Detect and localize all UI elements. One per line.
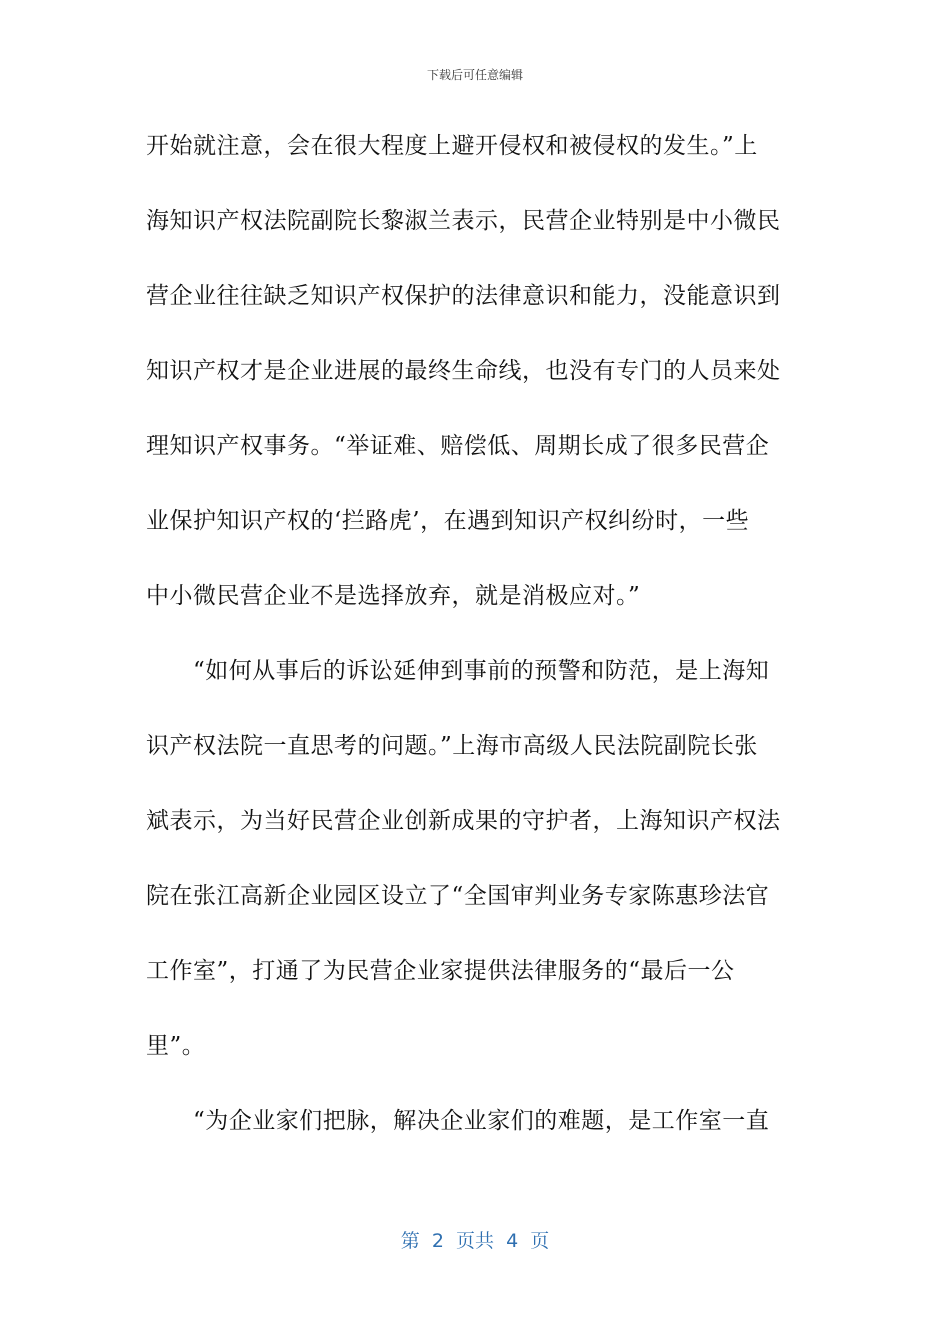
text-line: “为企业家们把脉，解决企业家们的难题，是工作室一直 (146, 1108, 770, 1134)
text-line: 营企业往往缺乏知识产权保护的法律意识和能力，没能意识到 (146, 283, 781, 309)
text-line: “如何从事后的诉讼延伸到事前的预警和防范，是上海知 (146, 658, 770, 684)
text-line: 理知识产权事务。“举证难、赔偿低、周期长成了很多民营企 (146, 433, 770, 459)
text-line: 业保护知识产权的‘拦路虎’，在遇到知识产权纠纷时，一些 (146, 508, 750, 534)
text-line: 识产权法院一直思考的问题。”上海市高级人民法院副院长张 (146, 733, 758, 759)
text-line: 中小微民营企业不是选择放弃，就是消极应对。” (146, 583, 641, 609)
text-line: 工作室”，打通了为民营企业家提供法律服务的“最后一公 (146, 958, 735, 984)
text-line: 海知识产权法院副院长黎淑兰表示，民营企业特别是中小微民 (146, 208, 781, 234)
text-line: 斌表示，为当好民营企业创新成果的守护者，上海知识产权法 (146, 808, 781, 834)
page-number: 第 2 页共 4 页 (400, 1230, 550, 1252)
text-line: 里”。 (146, 1033, 206, 1059)
header-note: 下载后可任意编辑 (426, 68, 523, 82)
text-line: 知识产权才是企业进展的最终生命线，也没有专门的人员来处 (146, 358, 781, 384)
text-line: 开始就注意，会在很大程度上避开侵权和被侵权的发生。”上 (146, 133, 758, 159)
text-line: 院在张江高新企业园区设立了“全国审判业务专家陈惠珍法官 (146, 883, 770, 909)
